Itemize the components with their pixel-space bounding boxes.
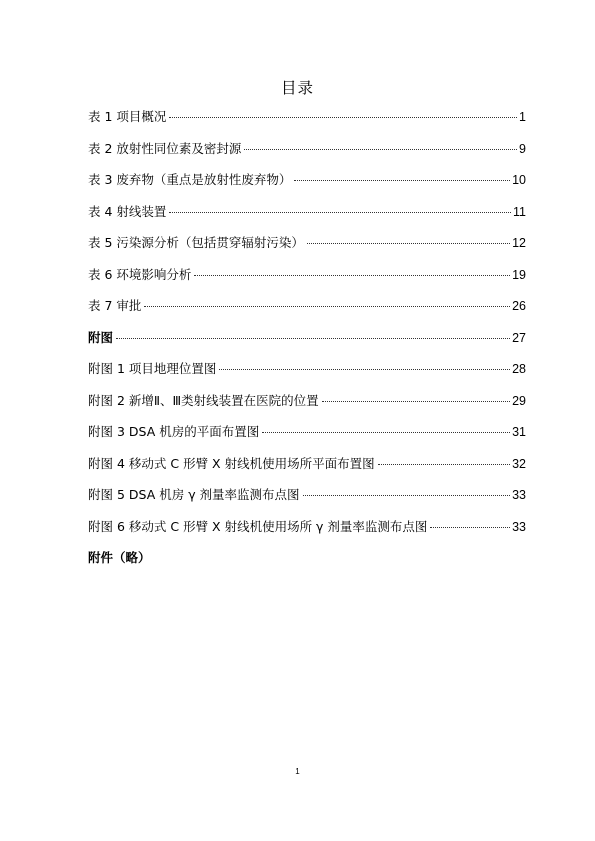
toc-entry[interactable] <box>88 454 526 486</box>
table-of-contents <box>88 107 526 548</box>
toc-dot-leader <box>378 464 511 465</box>
toc-entry[interactable] <box>88 107 526 139</box>
toc-entry[interactable] <box>88 422 526 454</box>
toc-entry-label: 附图 2 新增Ⅱ、Ⅲ类射线装置在医院的位置 <box>88 392 319 408</box>
toc-entry-label: 附图 5 DSA 机房 γ 剂量率监测布点图 <box>88 487 300 502</box>
toc-entry[interactable] <box>88 265 526 297</box>
toc-entry-label: 附图 1 项目地理位置图 <box>88 361 217 376</box>
toc-entry-label: 附图 <box>88 329 114 345</box>
toc-entry-page: 33 <box>512 519 526 534</box>
toc-entry-page: 31 <box>512 425 526 439</box>
toc-entry-page: 28 <box>512 362 526 376</box>
toc-entry-label: 表 4 射线装置 <box>88 203 167 219</box>
toc-entry[interactable] <box>88 517 526 549</box>
toc-entry-label: 表 1 项目概况 <box>88 109 167 124</box>
toc-dot-leader <box>430 527 510 528</box>
appendix-heading: 附件（略） <box>88 550 151 565</box>
toc-dot-leader <box>262 432 510 433</box>
toc-dot-leader <box>144 306 510 307</box>
toc-entry-page: 19 <box>512 267 526 282</box>
toc-entry[interactable] <box>88 391 526 423</box>
toc-entry-page: 29 <box>512 393 526 408</box>
toc-entry-page: 27 <box>512 330 526 345</box>
toc-entry-label: 表 3 废弃物（重点是放射性废弃物） <box>88 172 292 187</box>
toc-entry-page: 1 <box>519 110 526 124</box>
toc-entry-page: 12 <box>512 236 526 250</box>
toc-entry[interactable] <box>88 485 526 517</box>
toc-entry[interactable] <box>88 139 526 171</box>
toc-entry-page: 10 <box>512 173 526 187</box>
toc-dot-leader <box>169 212 511 213</box>
toc-entry-label: 表 7 审批 <box>88 298 142 313</box>
toc-dot-leader <box>194 275 510 276</box>
toc-dot-leader <box>116 338 510 339</box>
toc-entry[interactable] <box>88 328 526 360</box>
toc-entry-page: 33 <box>512 488 526 502</box>
toc-entry[interactable] <box>88 296 526 328</box>
toc-entry-page: 11 <box>513 204 526 219</box>
toc-dot-leader <box>303 495 511 496</box>
page-title: 目录 <box>280 79 314 97</box>
toc-dot-leader <box>294 180 510 181</box>
toc-entry-page: 9 <box>519 141 526 156</box>
toc-entry[interactable] <box>88 359 526 391</box>
toc-entry-label: 附图 4 移动式 C 形臂 X 射线机使用场所平面布置图 <box>88 455 375 471</box>
toc-entry-label: 附图 6 移动式 C 形臂 X 射线机使用场所 γ 剂量率监测布点图 <box>88 518 428 534</box>
page-number: 1 <box>295 767 300 776</box>
toc-entry[interactable] <box>88 170 526 202</box>
toc-entry-label: 表 6 环境影响分析 <box>88 266 192 282</box>
toc-entry-label: 表 2 放射性同位素及密封源 <box>88 140 242 156</box>
toc-entry[interactable] <box>88 202 526 234</box>
toc-dot-leader <box>307 243 510 244</box>
toc-dot-leader <box>244 149 517 150</box>
toc-entry-label: 附图 3 DSA 机房的平面布置图 <box>88 424 260 439</box>
toc-dot-leader <box>169 117 517 118</box>
toc-entry-page: 32 <box>512 456 526 471</box>
toc-dot-leader <box>322 401 510 402</box>
toc-entry[interactable] <box>88 233 526 265</box>
toc-entry-page: 26 <box>512 299 526 313</box>
toc-entry-label: 表 5 污染源分析（包括贯穿辐射污染） <box>88 235 304 250</box>
toc-dot-leader <box>219 369 510 370</box>
